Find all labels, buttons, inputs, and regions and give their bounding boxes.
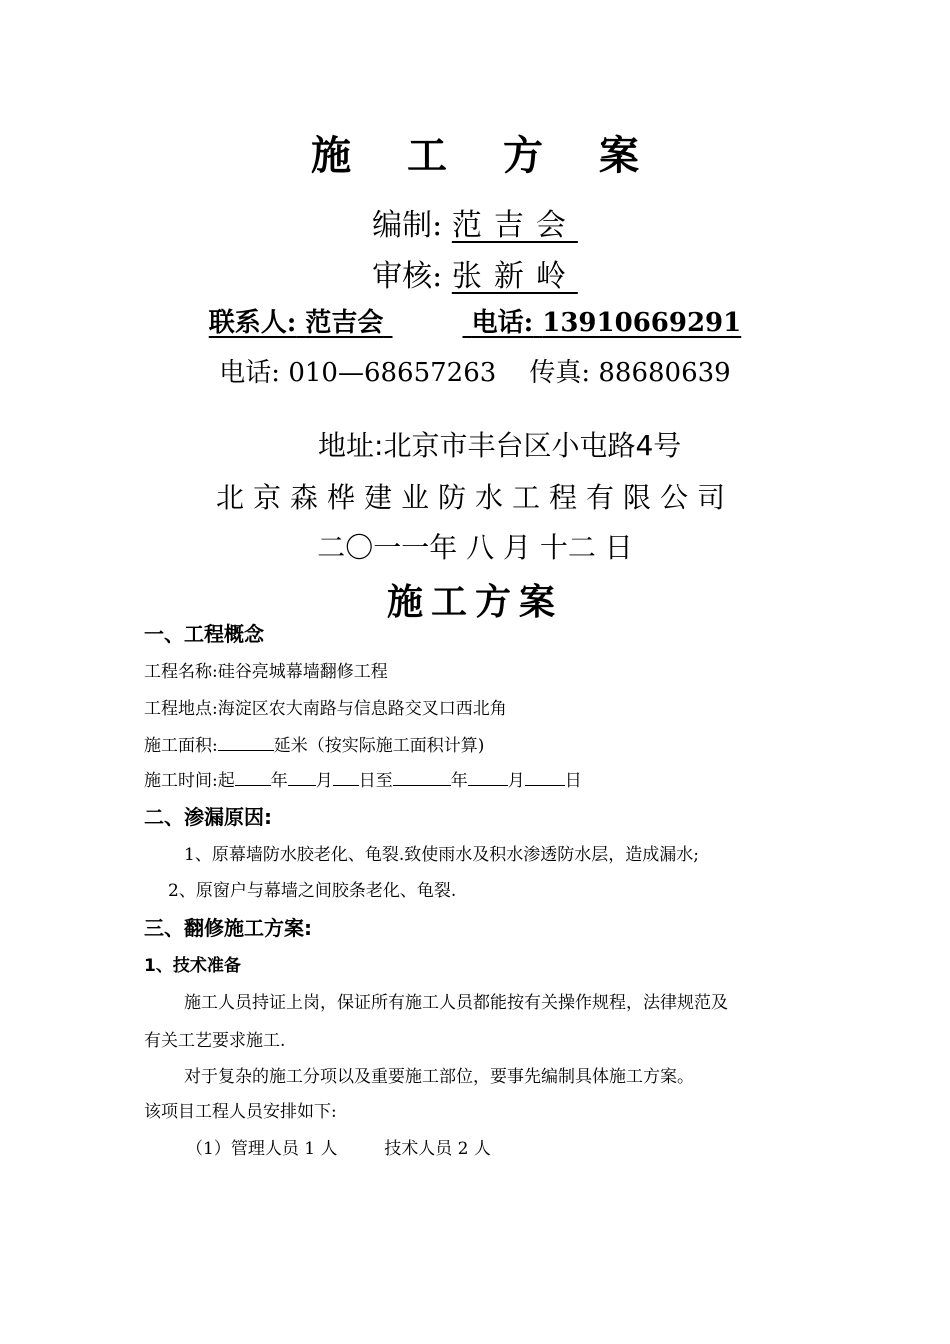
cover-date: 二〇一一年 八 月 十二 日 bbox=[317, 531, 633, 564]
contact-line bbox=[0, 302, 950, 339]
contact-name: 范吉会 bbox=[305, 308, 384, 338]
phone-value: 010—68657263 bbox=[288, 358, 497, 388]
project-location: 海淀区农大南路与信息路交叉口西北角 bbox=[217, 699, 507, 719]
contact-phone: 13910669291 bbox=[542, 308, 742, 338]
contact-label: 联系人: bbox=[208, 308, 297, 338]
reviewer-label: 审核: bbox=[372, 259, 443, 294]
reviewer-line bbox=[0, 251, 950, 295]
time-month-text: 月 bbox=[315, 771, 333, 791]
address-line bbox=[318, 424, 681, 464]
project-name-label: 工程名称: bbox=[144, 662, 218, 682]
compiler-label: 编制: bbox=[372, 208, 443, 243]
phone-fax-line bbox=[0, 352, 950, 389]
phone-label: 电话: bbox=[219, 358, 281, 388]
time-label: 施工时间:起 bbox=[144, 771, 235, 791]
staff-technical: 技术人员 2 人 bbox=[384, 1139, 491, 1159]
cover-title: 施工方案 bbox=[311, 132, 695, 179]
staff-line bbox=[186, 1134, 491, 1159]
fax-label: 传真: bbox=[529, 358, 591, 388]
tech-prep-para2: 对于复杂的施工分项以及重要施工部位，要事先编制具体施工方案。 bbox=[184, 1067, 694, 1087]
time-month2-text: 月 bbox=[507, 771, 525, 791]
start-day-blank bbox=[333, 769, 359, 786]
project-name-line bbox=[144, 657, 388, 682]
time-day2-text: 日 bbox=[564, 771, 582, 791]
end-year-blank bbox=[393, 769, 451, 786]
reviewer-name: 张新岭 bbox=[451, 259, 578, 294]
start-month-blank bbox=[288, 769, 316, 786]
section3-heading: 三、翻修施工方案: bbox=[144, 916, 312, 940]
time-year2-text: 年 bbox=[450, 771, 468, 791]
project-time-line bbox=[144, 766, 582, 791]
project-location-line bbox=[144, 694, 507, 719]
compiler-line bbox=[0, 200, 950, 244]
project-location-label: 工程地点: bbox=[144, 699, 218, 719]
time-year-text: 年 bbox=[270, 771, 288, 791]
compiler-name: 范吉会 bbox=[451, 208, 578, 243]
tech-prep-para1-line1: 施工人员持证上岗，保证所有施工人员都能按有关操作规程，法律规范及 bbox=[184, 993, 728, 1013]
project-area-unit: 延米（按实际施工面积计算) bbox=[273, 736, 485, 756]
contact-phone-label: 电话: bbox=[471, 308, 534, 338]
leak-cause-1: 1、原幕墙防水胶老化、龟裂.致使雨水及积水渗透防水层，造成漏水; bbox=[184, 845, 699, 865]
body-title: 施工方案 bbox=[386, 581, 563, 623]
tech-prep-heading: 1、技术准备 bbox=[144, 956, 241, 976]
address-label: 地址: bbox=[318, 429, 384, 462]
company-name: 北京森桦建业防水工程有限公司 bbox=[215, 481, 734, 514]
start-year-blank bbox=[235, 769, 271, 786]
tech-prep-para3: 该项目工程人员安排如下: bbox=[144, 1102, 337, 1122]
tech-prep-para1-line2: 有关工艺要求施工. bbox=[144, 1031, 286, 1051]
address-value: 北京市丰台区小屯路4号 bbox=[383, 429, 682, 462]
leak-cause-2: 2、原窗户与幕墙之间胶条老化、龟裂. bbox=[168, 881, 457, 901]
fax-value: 88680639 bbox=[598, 358, 731, 388]
section1-heading: 一、工程概念 bbox=[144, 622, 264, 646]
staff-management: （1）管理人员 1 人 bbox=[186, 1139, 338, 1159]
time-day-to-text: 日至 bbox=[358, 771, 393, 791]
project-name: 硅谷亮城幕墙翻修工程 bbox=[217, 662, 388, 682]
project-area-label: 施工面积: bbox=[144, 736, 218, 756]
area-blank bbox=[218, 734, 274, 751]
end-month-blank bbox=[468, 769, 508, 786]
project-area-line bbox=[144, 731, 484, 756]
section2-heading: 二、渗漏原因: bbox=[144, 805, 272, 829]
end-day-blank bbox=[525, 769, 565, 786]
